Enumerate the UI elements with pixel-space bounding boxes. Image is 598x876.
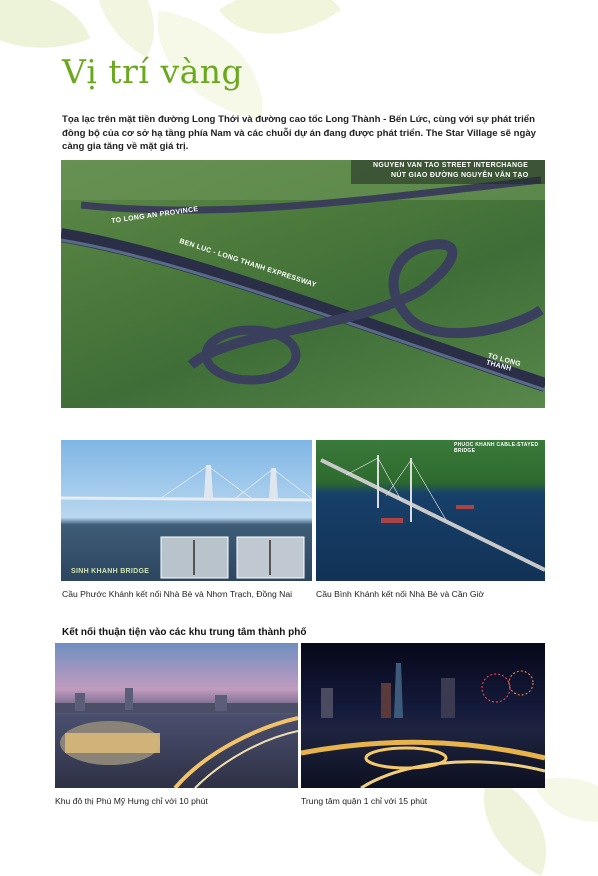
label-to-long-an: TO LONG AN PROVINCE [110, 205, 199, 226]
connections-heading: Kết nối thuận tiện vào các khu trung tâm thành phố [62, 627, 307, 638]
binh-khanh-bridge-image [316, 440, 545, 581]
binh-khanh-caption: Cầu Bình Khánh kết nối Nhà Bè và Cần Giờ [316, 589, 485, 599]
phuoc-khanh-bridge-image [61, 440, 312, 581]
phu-my-hung-caption: Khu đô thị Phú Mỹ Hưng chỉ với 10 phút [55, 796, 208, 806]
page-title: Vị trí vàng [62, 52, 244, 91]
intro-paragraph: Tọa lạc trên mặt tiền đường Long Thới và đường cao tốc Long Thành - Bến Lức, cùng với sự phát triển đồng bộ của cơ sở hạ tầng phía Nam và các chuỗi dự án đang được phát triển. The Star Village sẽ ngày càng gia tăng về mặt giá trị. [62, 114, 536, 152]
label-interchange: NGUYEN VAN TAO STREET INTERCHANGE [373, 162, 529, 169]
phuoc-khanh-cable-label: PHUOC KHANH CABLE-STAYED BRIDGE [454, 442, 539, 454]
sinh-khanh-bridge-label: SINH KHANH BRIDGE [71, 568, 150, 575]
label-to-long-thanh: TO LONG THANH [485, 352, 522, 373]
label-expressway: BEN LUC - LONG THANH EXPRESSWAY [178, 237, 318, 290]
phuoc-khanh-caption: Cầu Phước Khánh kết nối Nhà Bè và Nhơn Trạch, Đồng Nai [62, 589, 293, 599]
aerial-interchange-image [61, 160, 545, 408]
district-1-image [301, 643, 545, 788]
phu-my-hung-image [55, 643, 298, 788]
district-1-caption: Trung tâm quận 1 chỉ với 15 phút [301, 796, 428, 806]
label-nut-giao: NÚT GIAO ĐƯỜNG NGUYỄN VĂN TẠO [391, 172, 529, 179]
